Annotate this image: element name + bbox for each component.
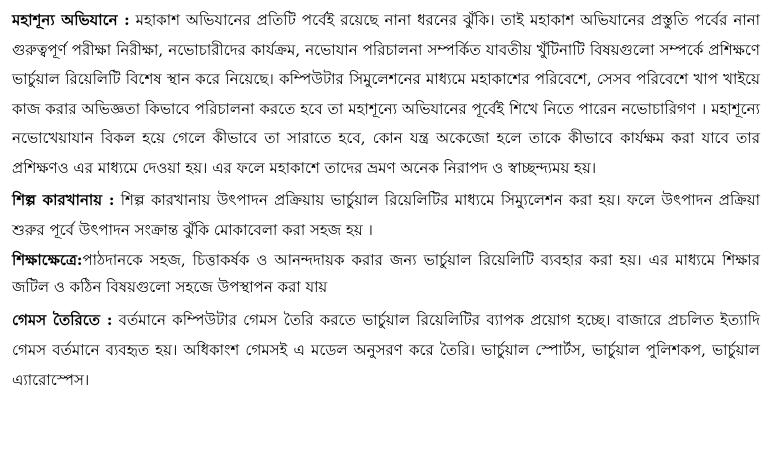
text-games: বর্তমানে কম্পিউটার গেমস তৈরি করতে ভার্চুয়াল রিয়েলিটির ব্যাপক প্রয়োগ হচ্ছে। বাজারে প্রচলিত ইত্যাদি গেমস বর্তমানে ব্যবহৃত হয়। অধিকাংশ গেমসই এ মডেল অনুসরণ করে তৈরি। ভার্চুয়াল স্পোর্টস, ভার্চুয়াল পুলিশকপ, ভার্চুয়াল এ্যারোস্পেস। bbox=[12, 311, 760, 389]
paragraph-education bbox=[12, 247, 760, 301]
heading-industry: শিল্প কারখানায় : bbox=[12, 191, 115, 209]
paragraph-games bbox=[12, 305, 760, 395]
heading-space-exploration: মহাশূন্য অভিযানে : bbox=[12, 11, 130, 29]
paragraph-industry bbox=[12, 185, 760, 245]
paragraph-space-exploration bbox=[12, 6, 760, 183]
text-industry: শিল্প কারখানায় উৎপাদন প্রক্রিয়ায় ভার্চুয়াল রিয়েলিটির মাধ্যমে সিম্যুলেশন করা হয়। ফলে উৎপাদন প্রক্রিয়া শুরুর পূর্বে উৎপাদন সংক্রান্ত ঝুঁকি মোকাবেলা করা সহজ হয় । bbox=[12, 191, 761, 239]
heading-education: শিক্ষাক্ষেত্রে: bbox=[12, 251, 83, 269]
heading-games: গেমস তৈরিতে : bbox=[12, 311, 113, 329]
document-body bbox=[12, 6, 760, 395]
text-education: পাঠদানকে সহজ, চিত্তাকর্ষক ও আনন্দদায়ক করার জন্য ভার্চুয়াল রিয়েলিটি ব্যবহার করা হয়। এর মাধ্যমে শিক্ষার জটিল ও কঠিন বিষয়গুলো সহজে উপস্থাপন করা যায় bbox=[12, 251, 760, 296]
text-space-exploration: মহাকাশ অভিযানের প্রতিটি পর্বেই রয়েছে নানা ধরনের ঝুঁকি। তাই মহাকাশ অভিযানের প্রস্তুতি পর্বের নানা গুরুত্বপূর্ণ পরীক্ষা নিরীক্ষা, নভোচারীদের কার্যক্রম, নভোযান পরিচালনা সম্পর্কিত যাবতীয় খুঁটিনাটি বিষয়গুলো সম্পর্কে প্রশিক্ষণে ভার্চুয়াল রিয়েলিটি বিশেষ স্থান করে নিয়েছে। কম্পিউটার সিমুলেশনের মাধ্যমে মহাকাশের পরিবেশে, সেসব পরিবেশে খাপ খাইয়ে কাজ করার অভিজ্ঞতা কিভাবে পরিচালনা করতে হবে তা মহাশূন্যে অভিযানের পূর্বেই শিখে নিতে পারেন নভোচারিগণ । মহাশূন্যে নভোখেয়াযান বিকল হয়ে গেলে কীভাবে তা সারাতে হবে, কোন যন্ত্র অকেজো হলে তাকে কীভাবে কার্যক্ষম করা যাবে তার প্রশিক্ষণও এর মাধ্যমে দেওয়া হয়। এর ফলে মহাকাশে তাদের ভ্রমণ অনেক নিরাপদ ও স্বাচ্ছন্দ্যময় হয়। bbox=[12, 11, 760, 177]
